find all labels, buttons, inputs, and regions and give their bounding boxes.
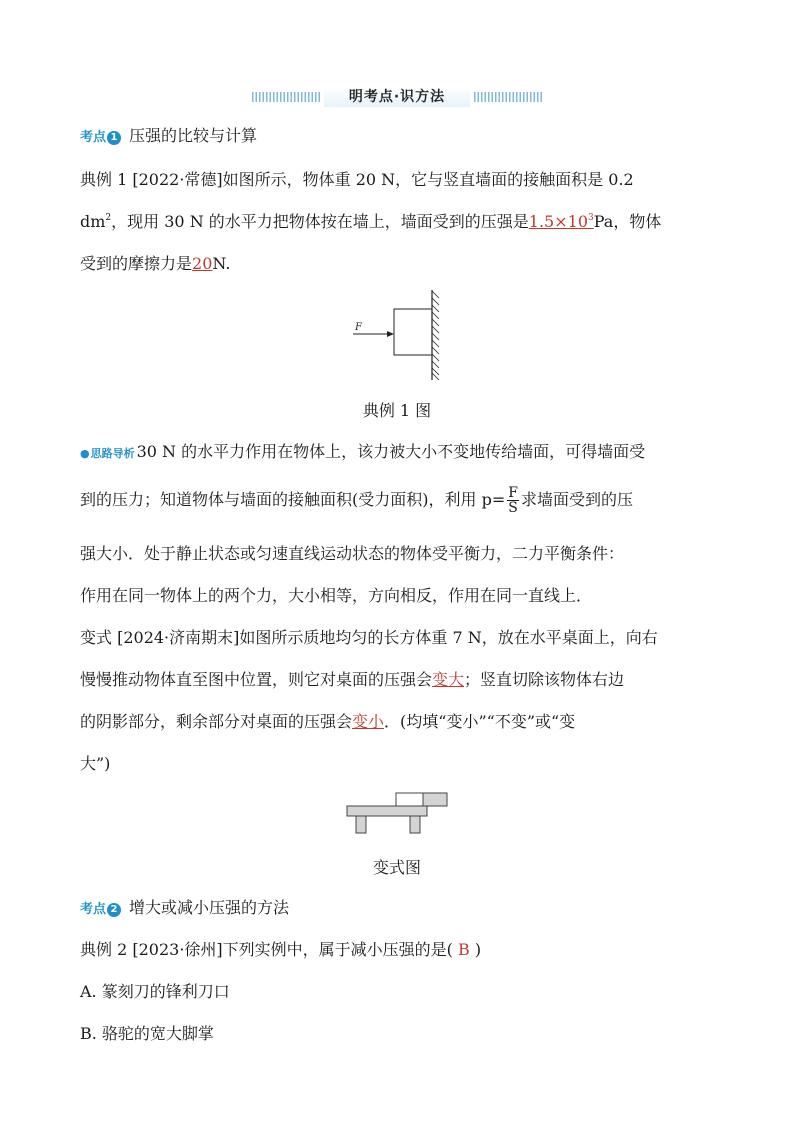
block-shaded-part (423, 793, 447, 806)
example-2-line-1: 典例 2 [2023·徐州]下列实例中，属于减小压强的是( B ) (80, 940, 482, 959)
keypoint-2-heading (80, 896, 289, 922)
example-1-line-1: 典例 1 [2022·常德]如图所示，物体重 20 N，它与竖直墙面的接触面积是 0.2 (80, 170, 634, 189)
keypoint-1-heading (80, 124, 257, 150)
section-banner (252, 87, 542, 107)
keypoint-title: 压强的比较与计算 (129, 126, 258, 145)
banner-decoration-right (474, 92, 542, 102)
guide-tag: 思路导析 (90, 447, 135, 460)
variant-line-4: 大”) (80, 754, 111, 773)
example-1-caption: 典例 1 图 (362, 401, 432, 420)
table-leg-left (356, 816, 366, 833)
keypoint-tag: 考点 2 (80, 902, 121, 917)
banner-decoration-left (252, 92, 320, 102)
block-unshaded (396, 793, 423, 806)
force-arrow-head (387, 331, 394, 337)
answer-blank-pressure: $1.5\times 10^3$ (528, 212, 594, 231)
answer-blank-variant-1: 变大 (432, 670, 465, 689)
banner-title: 明考点·识方法 (324, 87, 470, 107)
guide-line-2: 到的压力；知道物体与墙面的接触面积(受力面积)，利用 p= $\frac{F}{S}$ 求墙面受到的压 (80, 485, 633, 516)
keypoint-number-badge: 2 (107, 903, 121, 917)
variant-line-3: 的阴影部分，剩余部分对桌面的压强会变小．(均填“变小”“不变”或“变 (80, 712, 576, 731)
answer-choice: B (457, 940, 470, 959)
pressure-formula-fraction: $\frac{F}{S}$ (508, 485, 518, 516)
table-top (347, 806, 427, 816)
location-pin-icon: ● (80, 447, 90, 460)
answer-blank-friction: 20 (192, 254, 213, 273)
variant-figure (340, 788, 455, 840)
example-1-line-2: $dm^2$，现用 30 N 的水平力把物体按在墙上，墙面受到的压强是$1.5\times 10^3Pa$，物体 (80, 212, 662, 231)
wall-hatching (432, 291, 439, 380)
option-a: A. 篆刻刀的锋利刀口 (80, 982, 230, 1001)
answer-blank-variant-2: 变小 (352, 712, 385, 731)
force-label: F (355, 322, 362, 333)
option-b: B. 骆驼的宽大脚掌 (80, 1024, 214, 1043)
example-1-figure (340, 285, 460, 385)
example-1-line-3: 受到的摩擦力是20N. (80, 254, 231, 273)
keypoint-tag: 考点 1 (80, 130, 121, 145)
block (394, 309, 432, 355)
variant-caption: 变式图 (372, 858, 421, 877)
table-leg-right (410, 816, 420, 833)
guide-line-4: 作用在同一物体上的两个力，大小相等，方向相反，作用在同一直线上． (80, 586, 593, 605)
guide-line-1: ●思路导析 30 N 的水平力作用在物体上，该力被大小不变地传给墙面，可得墙面受 (80, 442, 646, 461)
keypoint-number-badge: 1 (107, 131, 121, 145)
variant-line-1: 变式 [2024·济南期末]如图所示质地均匀的长方体重 7 N，放在水平桌面上，向右 (80, 628, 658, 647)
keypoint-title: 增大或减小压强的方法 (129, 898, 290, 917)
guide-line-3: 强大小．处于静止状态或匀速直线运动状态的物体受平衡力，二力平衡条件： (80, 544, 625, 563)
variant-line-2: 慢慢推动物体直至图中位置，则它对桌面的压强会变大；竖直切除该物体右边 (80, 670, 625, 689)
